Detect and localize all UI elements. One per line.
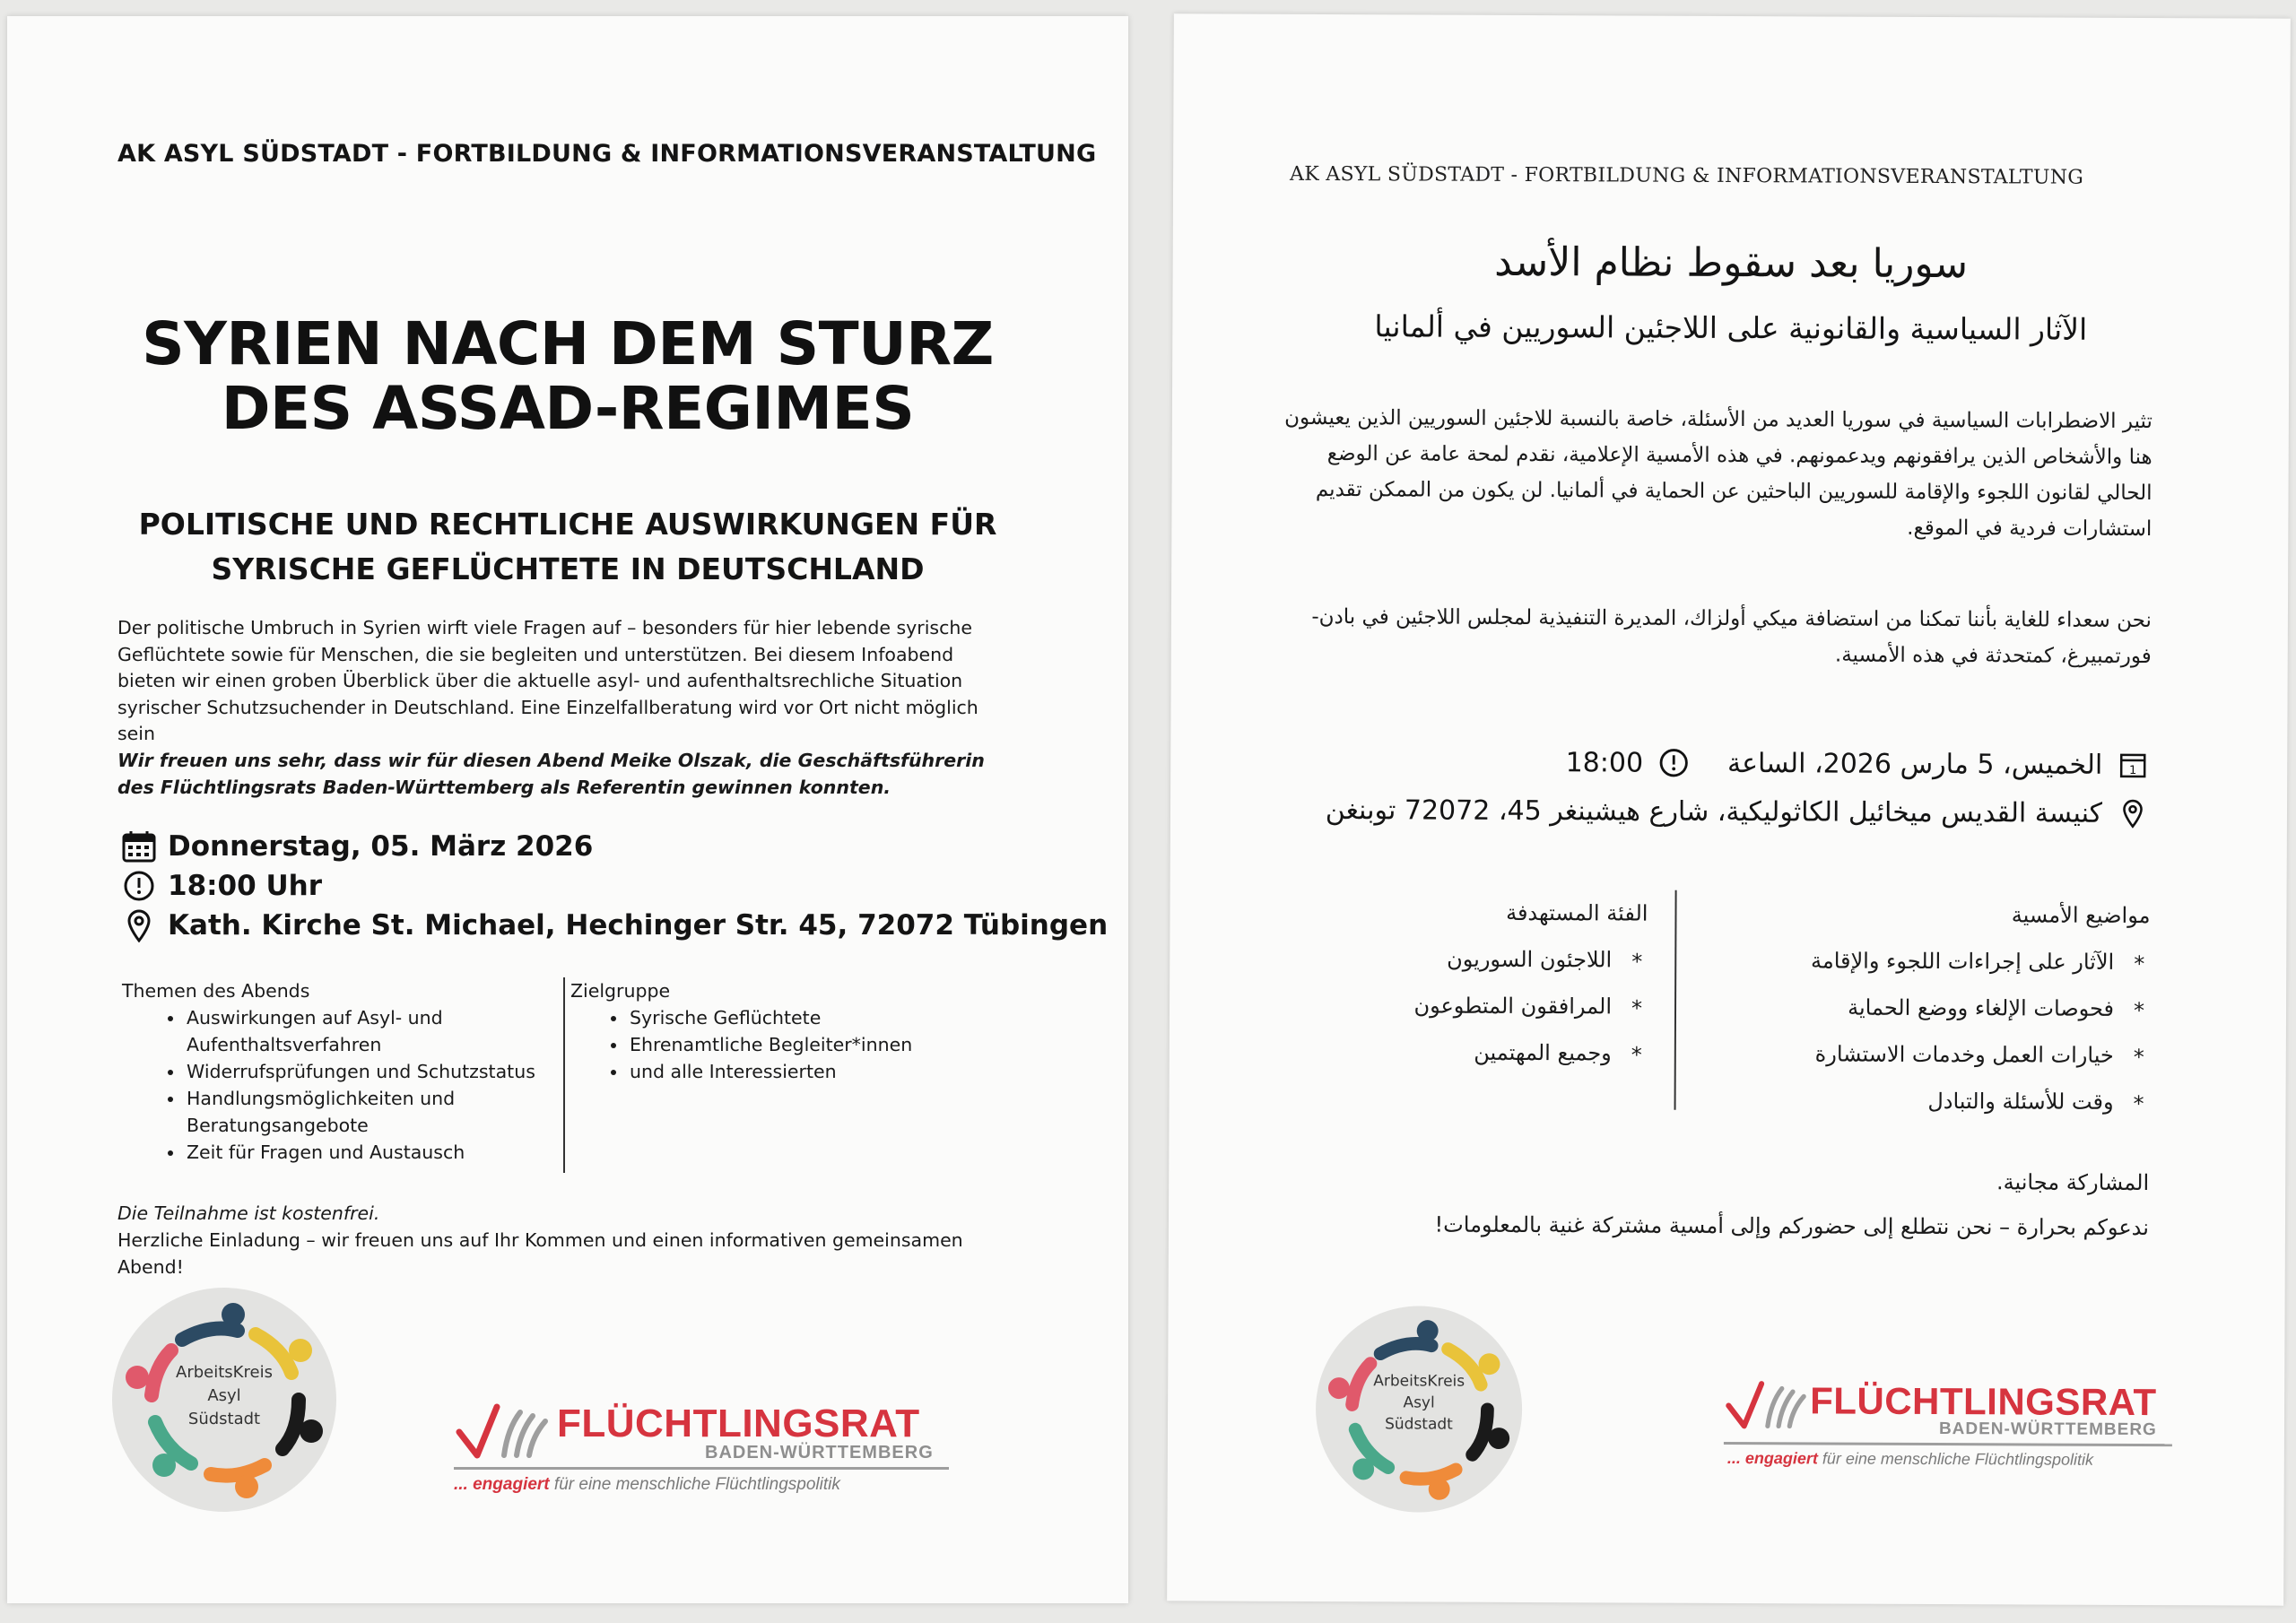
topics-list: [122, 1004, 557, 1166]
target-group-title: الفئة المستهدفة: [1506, 899, 1648, 926]
clock-icon: [119, 870, 159, 902]
list-item: • Auswirkungen auf Asyl- und Aufenthaltsverfahren: [185, 1004, 557, 1058]
list-item: * اللاجئون السوريون: [1307, 935, 1648, 984]
list-item: * خيارات العمل وخدمات الاستشارة: [1719, 1030, 2150, 1079]
calendar-icon: [2115, 751, 2151, 778]
topics-title: مواضيع الأمسية: [2011, 902, 2151, 929]
speaker-paragraph: نحن سعداء للغاية بأننا تمكنا من استضافة ميكي أولزاك، المديرة التنفيذية لمجلس اللاجئين في بادن-فورتمبيرغ، كمتحدثة في هذه الأمسية.: [1311, 604, 2152, 669]
target-group-list: [1307, 935, 1648, 1077]
divider: [454, 1467, 949, 1470]
logo-text-line: ArbeitsKreis: [1373, 1372, 1465, 1391]
location-pin-icon: [119, 908, 159, 942]
divider: [1724, 1442, 2172, 1446]
svg-text:1: 1: [2129, 763, 2137, 777]
event-location: [119, 906, 1108, 945]
event-time-text: 18:00: [1565, 746, 1644, 779]
list-item: • und alle Interessierten: [628, 1058, 947, 1085]
logo-text-line: Asyl: [1403, 1393, 1435, 1412]
logo-text-line: ArbeitsKreis: [176, 1363, 273, 1382]
list-item: * وقت للأسئلة والتبادل: [1718, 1077, 2149, 1125]
target-group-column: [563, 977, 947, 1173]
ak-asyl-logo: [112, 1288, 336, 1512]
subtitle-line-2: SYRISCHE GEFLÜCHTETE IN DEUTSCHLAND: [211, 551, 925, 586]
ak-asyl-logo: [1316, 1306, 1523, 1513]
calendar-icon: [119, 830, 159, 863]
speaker-paragraph: Wir freuen uns sehr, dass wir für diesen Abend Meike Olszak, die Geschäftsführerin des Flüchtlingsrats Baden-Württemberg als Referentin gewinnen konnten.: [117, 750, 985, 798]
list-item: • Widerrufsprüfungen und Schutzstatus: [185, 1058, 557, 1085]
page-title: [7, 309, 1128, 443]
fluechtlingsrat-tagline: [1727, 1449, 2093, 1470]
event-location-text: كنيسة القديس ميخائيل الكاثوليكية، شارع هيشينغر 45، 72072 توبنغن: [1325, 794, 2103, 829]
event-location: [1272, 785, 2151, 838]
clock-icon: [1656, 748, 1692, 778]
topics-column: [1718, 890, 2150, 1125]
list-item: * فحوصات الإلغاء ووضع الحماية: [1719, 984, 2150, 1032]
event-info: [1272, 737, 2151, 838]
event-time-text: 18:00 Uhr: [168, 870, 322, 902]
event-location-text: Kath. Kirche St. Michael, Hechinger Str. 45, 72072 Tübingen: [168, 909, 1109, 942]
fluechtlingsrat-name: FLÜCHTLINGSRAT: [1810, 1379, 2157, 1424]
subtitle-line-1: POLITISCHE UND RECHTLICHE AUSWIRKUNGEN FÜR: [138, 507, 997, 542]
fluechtlingsrat-logo: [1724, 1361, 2181, 1469]
page-subtitle: الآثار السياسية والقانونية على اللاجئين السوريين في ألمانيا: [1374, 308, 2088, 347]
logo-text-line: Asyl: [207, 1386, 241, 1405]
list-item: * الآثار على إجراءات اللجوء والإقامة: [1719, 937, 2150, 985]
list-item: • Handlungsmöglichkeiten und Beratungsangebote: [185, 1085, 557, 1139]
ak-asyl-logo-text: [1316, 1370, 1522, 1436]
fluechtlingsrat-name: FLÜCHTLINGSRAT: [557, 1402, 920, 1445]
topics-title: Themen des Abends: [122, 980, 310, 1002]
fluechtlingsrat-region: BADEN-WÜRTTEMBERG: [705, 1443, 934, 1462]
title-line-2: DES ASSAD-REGIMES: [221, 374, 915, 443]
title-line-1: SYRIEN NACH DEM STURZ: [142, 309, 994, 378]
intro-paragraph: Der politische Umbruch in Syrien wirft viele Fragen auf – besonders für hier lebende syrische Geflüchtete sowie für Menschen, die sie begleiten und unterstützen. Bei diesem Infoabend bieten wir einen groben Überblick über die aktuelle asyl- und aufenthaltsrechliche Situation syrischer Schutzsuchender in Deutschland. Eine Einzelfallberatung wird vor Ort nicht möglich sein: [117, 617, 978, 744]
target-group-title: Zielgruppe: [570, 980, 671, 1002]
fluechtlingsrat-mark-icon: [454, 1393, 552, 1464]
list-item: • Zeit für Fragen und Austausch: [185, 1139, 557, 1166]
tagline-rest: für eine menschliche Flüchtlingspolitik: [549, 1475, 840, 1494]
list-item: • Ehrenamtliche Begleiter*innen: [628, 1031, 947, 1058]
closing-invitation: ندعوكم بحرارة – نحن نتطلع إلى حضوركم وإلى أمسية مشتركة غنية بالمعلومات!: [1434, 1211, 2150, 1241]
page-subtitle: [7, 502, 1128, 592]
event-time: [119, 866, 1108, 906]
flyer-page-arabic: [1167, 13, 2291, 1605]
list-item: * وجميع المهتمين: [1307, 1028, 1648, 1077]
event-date: [119, 827, 1108, 866]
logo-text-line: Südstadt: [187, 1410, 261, 1428]
logo-text-line: Südstadt: [1385, 1415, 1453, 1434]
intro-paragraph: تثير الاضطرابات السياسية في سوريا العديد من الأسئلة، خاصة بالنسبة للاجئين السوريين الذين يعيشون هنا والأشخاص الذين يرافقونهم ويدعمونهم. في هذه الأمسية الإعلامية، نقدم لمحة عامة عن الوضع الحالي لقانون اللجوء والإقامة للسوريين الباحثين عن الحماية في ألمانيا. لن يكون من الممكن تقديم استشارات فردية في الموقع.: [1284, 405, 2152, 542]
location-pin-icon: [2115, 798, 2151, 829]
tagline-bold: ... engagiert: [1726, 1448, 1818, 1468]
free-admission-note: المشاركة مجانية.: [1996, 1169, 2150, 1196]
ak-asyl-logo-text: [112, 1361, 336, 1431]
topics-list: [1718, 937, 2150, 1125]
target-group-list: [570, 1004, 947, 1085]
fluechtlingsrat-mark-icon: [1724, 1370, 1810, 1435]
list-item: * المرافقون المتطوعون: [1307, 982, 1648, 1030]
target-group-column: [1307, 889, 1677, 1110]
tagline-bold: ... engagiert: [454, 1475, 550, 1494]
event-date-text: الخميس، 5 مارس 2026، الساعة: [1727, 747, 2103, 781]
page-header: AK ASYL SÜDSTADT - FORTBILDUNG & INFORMATIONSVERANSTALTUNG: [1290, 162, 2084, 189]
event-info: [119, 827, 1108, 945]
page-header: AK ASYL SÜDSTADT - FORTBILDUNG & INFORMATIONSVERANSTALTUNG: [117, 140, 1097, 168]
fluechtlingsrat-region: BADEN-WÜRTTEMBERG: [1938, 1419, 2157, 1440]
tagline-rest: für eine menschliche Flüchtlingspolitik: [1817, 1449, 2094, 1469]
topics-column: [122, 977, 557, 1166]
free-admission-note: Die Teilnahme ist kostenfrei.: [117, 1202, 380, 1224]
event-date-time: [1272, 737, 2151, 789]
list-item: • Syrische Geflüchtete: [628, 1004, 947, 1031]
closing-invitation: Herzliche Einladung – wir freuen uns auf Ihr Kommen und einen informativen gemeinsamen Abend!: [117, 1229, 963, 1278]
fluechtlingsrat-tagline: [454, 1475, 840, 1495]
flyer-page-german: [7, 16, 1128, 1603]
event-date-text: Donnerstag, 05. März 2026: [168, 830, 594, 863]
page-title: سوريا بعد سقوط نظام الأسد: [1494, 239, 1969, 288]
